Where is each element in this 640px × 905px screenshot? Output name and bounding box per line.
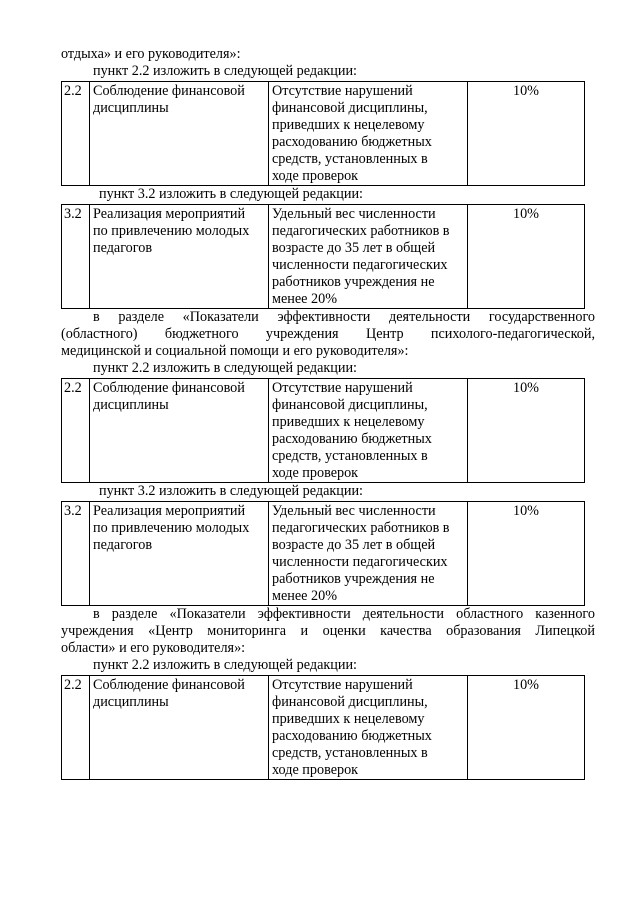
cell-line: Удельный вес численности <box>272 503 436 519</box>
cell-line: ходе проверок <box>272 168 359 184</box>
cell-line: Реализация мероприятий <box>93 206 246 222</box>
cell-line: Удельный вес численности <box>272 206 436 222</box>
cell-line: Реализация мероприятий <box>93 503 246 519</box>
table-row <box>62 205 585 309</box>
cell-line: педагогических работников в <box>272 520 450 536</box>
indicator-value: 10% <box>468 676 585 780</box>
text-line: пункт 3.2 изложить в следующей редакции: <box>99 186 363 202</box>
cell-line: средств, установленных в <box>272 448 428 464</box>
cell-line: финансовой дисциплины, <box>272 694 428 710</box>
cell-line: ходе проверок <box>272 465 359 481</box>
indicator-value: 10% <box>468 82 585 186</box>
cell-line: численности педагогических <box>272 554 448 570</box>
indicator-criteria <box>269 502 468 606</box>
row-number: 2.2 <box>62 379 90 483</box>
table-2-2 <box>61 378 585 483</box>
text-line: пункт 3.2 изложить в следующей редакции: <box>99 483 363 499</box>
cell-line: дисциплины <box>93 397 169 413</box>
row-number: 2.2 <box>62 676 90 780</box>
indicator-criteria <box>269 82 468 186</box>
cell-line: по привлечению молодых <box>93 223 250 239</box>
indicator-name <box>90 676 269 780</box>
cell-line: педагогов <box>93 240 153 256</box>
text-line: пункт 2.2 изложить в следующей редакции: <box>93 360 357 376</box>
cell-line: работников учреждения не <box>272 274 435 290</box>
indicator-name <box>90 379 269 483</box>
cell-line: средств, установленных в <box>272 151 428 167</box>
cell-line: Соблюдение финансовой <box>93 677 245 693</box>
cell-line: ходе проверок <box>272 762 359 778</box>
indicator-value: 10% <box>468 205 585 309</box>
document-page <box>61 46 595 780</box>
cell-line: работников учреждения не <box>272 571 435 587</box>
table-3-2 <box>61 204 585 309</box>
text-line: отдыха» и его руководителя»: <box>61 46 241 62</box>
text-line: в разделе «Показатели эффективности деятельности областного казенного <box>93 606 595 622</box>
cell-line: дисциплины <box>93 100 169 116</box>
cell-line: приведших к нецелевому <box>272 711 425 727</box>
cell-line: дисциплины <box>93 694 169 710</box>
cell-line: педагогов <box>93 537 153 553</box>
cell-line: менее 20% <box>272 291 338 307</box>
cell-line: средств, установленных в <box>272 745 428 761</box>
text-line: пункт 2.2 изложить в следующей редакции: <box>93 657 357 673</box>
indicator-name <box>90 205 269 309</box>
cell-line: Соблюдение финансовой <box>93 380 245 396</box>
indicator-criteria <box>269 205 468 309</box>
indicator-criteria <box>269 676 468 780</box>
indicator-value: 10% <box>468 502 585 606</box>
indicator-name <box>90 502 269 606</box>
text-line: медицинской и социальной помощи и его руководителя»: <box>61 343 409 359</box>
text-line: (областного) бюджетного учреждения Центр психолого-педагогической, <box>61 326 595 342</box>
indicator-value: 10% <box>468 379 585 483</box>
cell-line: возрасте до 35 лет в общей <box>272 240 436 256</box>
table-2-2 <box>61 81 585 186</box>
cell-line: Соблюдение финансовой <box>93 83 245 99</box>
table-row <box>62 502 585 606</box>
text-line: учреждения «Центр мониторинга и оценки качества образования Липецкой <box>61 623 595 639</box>
indicator-name <box>90 82 269 186</box>
cell-line: Отсутствие нарушений <box>272 380 413 396</box>
cell-line: приведших к нецелевому <box>272 117 425 133</box>
cell-line: приведших к нецелевому <box>272 414 425 430</box>
row-number: 3.2 <box>62 502 90 606</box>
cell-line: Отсутствие нарушений <box>272 677 413 693</box>
cell-line: расходованию бюджетных <box>272 134 432 150</box>
cell-line: по привлечению молодых <box>93 520 250 536</box>
cell-line: расходованию бюджетных <box>272 431 432 447</box>
text-line: в разделе «Показатели эффективности деятельности государственного <box>93 309 595 325</box>
cell-line: финансовой дисциплины, <box>272 100 428 116</box>
cell-line: возрасте до 35 лет в общей <box>272 537 436 553</box>
text-line: области» и его руководителя»: <box>61 640 246 656</box>
table-3-2 <box>61 501 585 606</box>
row-number: 2.2 <box>62 82 90 186</box>
cell-line: менее 20% <box>272 588 338 604</box>
cell-line: расходованию бюджетных <box>272 728 432 744</box>
indicator-criteria <box>269 379 468 483</box>
table-row <box>62 82 585 186</box>
row-number: 3.2 <box>62 205 90 309</box>
table-2-2 <box>61 675 585 780</box>
table-row <box>62 676 585 780</box>
cell-line: педагогических работников в <box>272 223 450 239</box>
cell-line: численности педагогических <box>272 257 448 273</box>
cell-line: Отсутствие нарушений <box>272 83 413 99</box>
text-line: пункт 2.2 изложить в следующей редакции: <box>93 63 357 79</box>
table-row <box>62 379 585 483</box>
cell-line: финансовой дисциплины, <box>272 397 428 413</box>
